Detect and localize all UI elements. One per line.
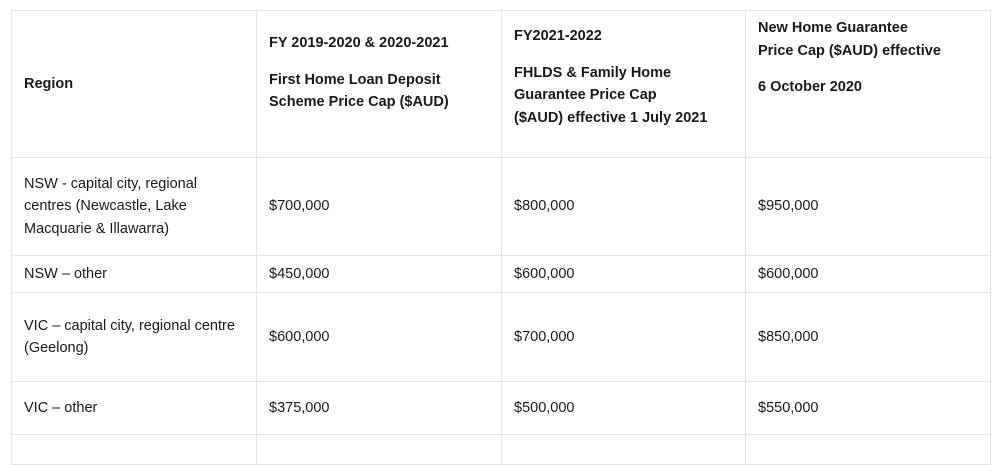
- table-row-partial: [12, 435, 991, 465]
- fy2021-cap-cell: $800,000: [502, 158, 746, 256]
- header-nhg-line2: Price Cap ($AUD) effective: [758, 42, 941, 59]
- header-fy2021-line4: ($AUD) effective 1 July 2021: [514, 109, 708, 126]
- table-row: [12, 256, 991, 293]
- fy2019-cap-cell: $450,000: [257, 256, 502, 293]
- header-fy2019-line1: FY 2019-2020 & 2020-2021: [269, 35, 449, 51]
- region-cell: VIC – other: [12, 382, 257, 435]
- header-new-home-guarantee: [746, 11, 991, 158]
- fy2019-cap-cell: $700,000: [257, 158, 502, 256]
- header-fy2021-line3: Guarantee Price Cap: [514, 87, 657, 103]
- nhg-cap-cell-empty: [746, 435, 991, 465]
- table-row: [12, 293, 991, 382]
- nhg-cap-cell: $950,000: [746, 158, 991, 256]
- fy2021-cap-cell: $600,000: [502, 256, 746, 293]
- region-cell: NSW – other: [12, 256, 257, 293]
- fy2019-cap-cell: $600,000: [257, 293, 502, 382]
- table-row: [12, 158, 991, 256]
- header-nhg-line3: 6 October 2020: [758, 79, 862, 95]
- nhg-cap-cell: $600,000: [746, 256, 991, 293]
- fy2019-cap-cell: $375,000: [257, 382, 502, 435]
- fy2021-cap-cell-empty: [502, 435, 746, 465]
- header-fy2019-2021: [257, 11, 502, 158]
- header-region: [12, 11, 257, 158]
- price-cap-table: [11, 10, 991, 465]
- table-header-row: [12, 11, 991, 158]
- header-fy2021-line1: FY2021-2022: [514, 28, 602, 44]
- header-region-label: Region: [24, 75, 74, 92]
- region-cell: VIC – capital city, regional centre (Geelong): [12, 293, 257, 382]
- nhg-cap-cell: $850,000: [746, 293, 991, 382]
- header-nhg-line1: New Home Guarantee: [758, 20, 908, 36]
- fy2021-cap-cell: $700,000: [502, 293, 746, 382]
- region-cell: NSW - capital city, regional centres (Newcastle, Lake Macquarie & Illawarra): [12, 158, 257, 256]
- header-fy2021-line2: FHLDS & Family Home: [514, 64, 672, 81]
- header-fy2019-line2: First Home Loan Deposit: [269, 71, 441, 88]
- fy2021-cap-cell: $500,000: [502, 382, 746, 435]
- header-fy2021-2022: [502, 11, 746, 158]
- table-row: [12, 382, 991, 435]
- nhg-cap-cell: $550,000: [746, 382, 991, 435]
- header-fy2019-line3: Scheme Price Cap ($AUD): [269, 94, 449, 110]
- region-cell-empty: [12, 435, 257, 465]
- fy2019-cap-cell-empty: [257, 435, 502, 465]
